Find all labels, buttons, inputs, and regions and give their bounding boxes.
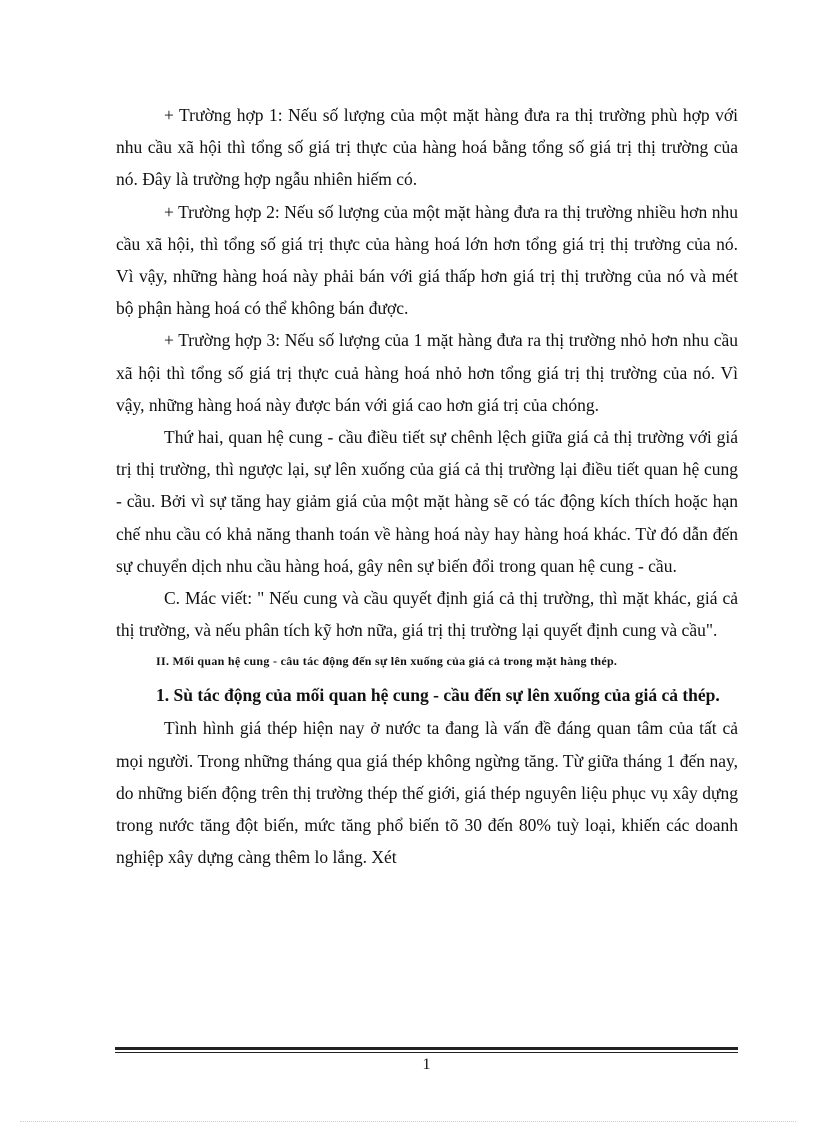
section-heading: II. Mối quan hệ cung - câu tác động đến sự lên xuống của giá cả trong mặt hàng thép.: [156, 654, 618, 669]
paragraph-steel-prices: Tình hình giá thép hiện nay ở nước ta đang là vấn đề đáng quan tâm của tất cả mọi người. Trong những tháng qua giá thép không ngừng tăng. Từ giữa tháng 1 đến nay, do những biến động trên thị trường thép thế giới, giá thép nguyên liệu phục vụ xây dựng trong nước tăng đột biến, mức tăng phổ biến tõ 30 đến 80% tuỳ loại, khiến các doanh nghiệp xây dựng càng thêm lo lắng. Xét: [116, 718, 738, 868]
paragraph-second-point: Thứ hai, quan hệ cung - cầu điều tiết sự chênh lệch giữa giá cả thị trường với giá trị thị trường, thì ngược lại, sự lên xuống của giá cả thị trường lại điều tiết quan hệ cung - cầu. Bởi vì sự tăng hay giảm giá của một mặt hàng sẽ có tác động kích thích hoặc hạn chế nhu cầu có khả năng thanh toán về hàng hoá này hay hàng hoá khác. Từ đó dẫn đến sự chuyển dịch nhu cầu hàng hoá, gây nên sự biến đổi trong quan hệ cung - cầu.: [116, 427, 738, 576]
paragraph-case-2: + Trường hợp 2: Nếu số lượng của một mặt hàng đưa ra thị trường nhiều hơn nhu cầu xã hội, thì tổng số giá trị thực của hàng hoá lớn hơn tổng giá trị thị trường của nó. Vì vậy, những hàng hoá này phải bán với giá thấp hơn giá trị thị trường của nó và mét bộ phận hàng hoá có thể không bán được.: [116, 201, 738, 319]
paragraph-case-3: + Trường hợp 3: Nếu số lượng của 1 mặt hàng đưa ra thị trường nhỏ hơn nhu cầu xã hội thì tổng số giá trị thực cuả hàng hoá nhỏ hơn tổng giá trị thị trường của nó. Vì vậy, những hàng hoá này được bán với giá cao hơn giá trị của chóng.: [116, 330, 738, 415]
page-edge-dotted-line: [20, 1121, 796, 1122]
paragraph-marx-quote: C. Mác viết: " Nếu cung và cầu quyết định giá cả thị trường, thì mặt khác, giá cả thị trường, và nếu phân tích kỹ hơn nữa, giá trị thị trường lại quyết định cung và cầu".: [116, 588, 738, 641]
footer-rule-thin: [115, 1052, 738, 1053]
paragraph-case-1: + Trường hợp 1: Nếu số lượng của một mặt hàng đưa ra thị trường phù hợp với nhu cầu xã hội thì tổng số giá trị thực của hàng hoá bằng tổng số giá trị thị trường của nó. Đây là trường hợp ngẫu nhiên hiếm có.: [116, 105, 738, 190]
page-body: [116, 99, 738, 873]
subsection-heading: 1. Sù tác động của mối quan hệ cung - cầu đến sự lên xuống của giá cả thép.: [156, 685, 720, 706]
page-number: 1: [422, 1056, 431, 1073]
footer-rule-thick: [115, 1047, 738, 1050]
